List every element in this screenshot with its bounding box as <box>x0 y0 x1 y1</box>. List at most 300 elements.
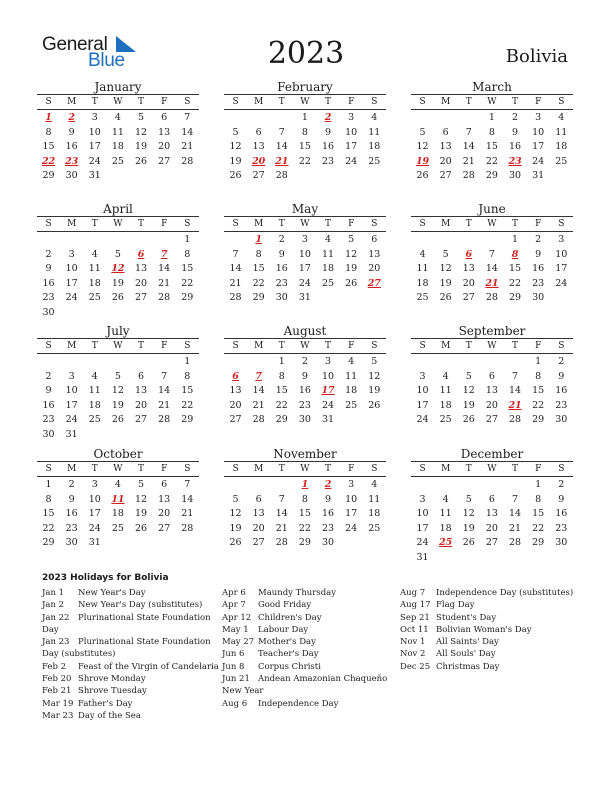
weekday-label: F <box>348 341 355 351</box>
week-row <box>224 522 386 537</box>
day-cell: 29 <box>42 537 55 549</box>
holiday-date: Jan 22 <box>42 612 70 623</box>
weekday-header <box>224 94 386 110</box>
week-row <box>411 384 573 399</box>
weekday-label: S <box>419 341 426 351</box>
holiday-date: Jan 1 <box>42 588 65 598</box>
weekday-label: F <box>161 341 168 351</box>
holiday-day-cell: 21 <box>485 277 499 289</box>
day-cell: 15 <box>509 263 522 275</box>
month-november <box>224 447 386 551</box>
day-cell: 4 <box>442 370 449 382</box>
day-cell: 30 <box>509 170 522 182</box>
day-cell: 6 <box>255 493 262 505</box>
day-cell: 30 <box>532 292 545 304</box>
weekday-label: T <box>138 341 145 351</box>
week-row <box>37 370 199 385</box>
day-cell: 30 <box>65 537 78 549</box>
day-cell: 12 <box>135 493 148 505</box>
weekday-label: S <box>371 464 378 474</box>
day-cell: 8 <box>301 493 308 505</box>
day-cell: 2 <box>45 370 52 382</box>
holiday-name: Children's Day <box>258 612 322 623</box>
day-cell: 9 <box>45 385 52 397</box>
day-cell: 22 <box>298 155 311 167</box>
weekday-label: S <box>45 97 52 107</box>
week-row <box>224 507 386 522</box>
day-cell <box>106 355 129 370</box>
day-cell: 3 <box>558 234 565 245</box>
day-cell: 17 <box>65 277 78 289</box>
holiday-date: Dec 25 <box>400 661 431 672</box>
day-cell: 20 <box>485 522 498 534</box>
month-title: June <box>478 202 506 216</box>
day-cell: 29 <box>252 292 265 304</box>
weekday-label: T <box>325 97 332 107</box>
weekday-label: T <box>465 219 472 229</box>
day-cell: 7 <box>512 493 519 505</box>
day-cell: 10 <box>416 385 429 397</box>
month-title: May <box>291 202 319 216</box>
day-cell: 4 <box>114 112 121 123</box>
day-cell: 11 <box>439 508 452 520</box>
day-cell <box>83 355 106 370</box>
day-cell <box>224 233 247 248</box>
day-cell: 12 <box>135 126 148 138</box>
day-cell: 6 <box>255 126 262 138</box>
day-cell: 19 <box>111 399 124 411</box>
day-cell <box>434 233 457 248</box>
day-cell: 28 <box>275 170 288 182</box>
holiday-item <box>400 587 578 599</box>
day-cell: 22 <box>298 522 311 534</box>
week-row <box>37 493 199 508</box>
day-cell: 18 <box>439 522 452 534</box>
day-cell: 6 <box>138 370 145 382</box>
holiday-name: Student's Day <box>436 612 497 623</box>
day-cell: 24 <box>88 522 101 534</box>
week-row <box>224 370 386 385</box>
day-cell <box>434 355 457 370</box>
day-cell: 2 <box>301 356 308 367</box>
day-cell: 4 <box>371 479 378 490</box>
holiday-name: Flag Day <box>436 600 475 611</box>
day-cell: 22 <box>485 155 498 167</box>
weekday-label: W <box>487 219 497 229</box>
day-cell: 24 <box>298 277 311 289</box>
weekday-label: T <box>138 219 145 229</box>
day-cell: 24 <box>65 414 78 426</box>
holiday-date: May 27 <box>222 637 255 648</box>
day-cell <box>457 551 480 566</box>
weekday-label: S <box>232 219 239 229</box>
day-cell: 27 <box>135 414 148 426</box>
day-cell: 20 <box>135 277 148 289</box>
weekday-label: S <box>371 219 378 229</box>
day-cell <box>106 536 129 551</box>
holiday-date: Mar 23 <box>42 710 74 721</box>
day-cell: 9 <box>558 370 565 382</box>
week-row <box>37 413 199 428</box>
holiday-item <box>42 698 220 710</box>
day-cell: 12 <box>416 141 429 153</box>
day-cell <box>340 413 363 428</box>
day-cell: 11 <box>439 385 452 397</box>
day-cell: 28 <box>158 292 171 304</box>
day-cell: 24 <box>416 537 429 549</box>
day-cell: 1 <box>278 356 285 367</box>
day-cell: 27 <box>158 155 171 167</box>
day-cell: 7 <box>278 126 285 138</box>
weekday-label: T <box>278 341 285 351</box>
month-title: July <box>106 324 130 338</box>
day-cell: 22 <box>509 277 522 289</box>
day-cell: 30 <box>555 537 568 549</box>
holiday-day-cell: 21 <box>508 399 522 411</box>
weekday-header <box>224 461 386 477</box>
day-cell: 18 <box>322 263 335 275</box>
day-cell: 15 <box>298 508 311 520</box>
day-cell: 23 <box>275 277 288 289</box>
weekday-label: F <box>161 464 168 474</box>
holiday-name-continued: New Year <box>222 686 264 697</box>
weekday-label: T <box>512 219 519 229</box>
holiday-item <box>42 599 220 611</box>
day-cell: 13 <box>485 385 498 397</box>
month-march <box>411 80 573 184</box>
day-cell: 28 <box>485 292 498 304</box>
holiday-name: New Year's Day <box>78 588 146 598</box>
day-cell: 25 <box>322 277 335 289</box>
day-cell <box>480 233 503 248</box>
holiday-date: Jun 6 <box>222 649 245 660</box>
day-cell <box>130 306 153 321</box>
day-cell: 4 <box>558 112 565 123</box>
day-cell: 31 <box>298 292 311 304</box>
day-cell: 17 <box>345 141 358 153</box>
day-cell <box>363 291 386 306</box>
day-cell: 29 <box>298 537 311 549</box>
day-cell <box>130 169 153 184</box>
day-cell: 26 <box>416 170 429 182</box>
month-october <box>37 447 199 551</box>
day-cell: 21 <box>509 522 522 534</box>
week-row <box>411 291 573 306</box>
day-cell: 4 <box>114 479 121 490</box>
day-cell <box>434 111 457 126</box>
day-cell <box>363 413 386 428</box>
day-cell: 15 <box>181 385 194 397</box>
day-cell <box>457 111 480 126</box>
day-cell: 20 <box>462 277 475 289</box>
weekday-label: M <box>254 341 264 351</box>
day-cell: 7 <box>465 126 472 138</box>
month-title: October <box>93 447 143 461</box>
holiday-day-cell: 7 <box>160 248 168 260</box>
day-cell: 28 <box>229 292 242 304</box>
day-cell: 15 <box>532 508 545 520</box>
day-cell: 18 <box>88 399 101 411</box>
day-cell: 30 <box>555 414 568 426</box>
day-cell: 18 <box>88 277 101 289</box>
holiday-list <box>42 573 582 721</box>
day-cell: 25 <box>345 399 358 411</box>
day-cell <box>153 169 176 184</box>
week-row <box>411 522 573 537</box>
day-cell: 2 <box>278 234 285 245</box>
holiday-item <box>222 673 400 685</box>
weekday-header <box>37 216 199 232</box>
day-cell: 7 <box>184 112 191 123</box>
day-cell: 28 <box>509 414 522 426</box>
month-title: February <box>277 80 333 94</box>
weekday-label: F <box>348 464 355 474</box>
weekday-label: W <box>300 97 310 107</box>
weekday-label: S <box>419 219 426 229</box>
day-cell: 3 <box>348 479 355 490</box>
holiday-day-cell: 12 <box>111 263 125 275</box>
day-cell: 15 <box>42 508 55 520</box>
day-cell <box>317 169 340 184</box>
day-cell <box>457 355 480 370</box>
day-cell <box>106 233 129 248</box>
day-cell: 2 <box>558 479 565 490</box>
weekday-label: T <box>91 464 98 474</box>
day-cell <box>176 428 199 443</box>
day-cell: 28 <box>158 414 171 426</box>
day-cell: 25 <box>88 414 101 426</box>
weekday-header <box>224 338 386 354</box>
weekday-label: T <box>278 219 285 229</box>
month-july <box>37 324 199 443</box>
day-cell: 15 <box>485 141 498 153</box>
day-cell: 7 <box>161 370 168 382</box>
day-cell: 15 <box>42 141 55 153</box>
day-cell: 27 <box>229 414 242 426</box>
holiday-day-cell: 6 <box>137 248 145 260</box>
day-cell <box>270 478 293 493</box>
week-row <box>37 399 199 414</box>
week-row <box>411 355 573 370</box>
holiday-day-cell: 1 <box>45 112 52 123</box>
week-row <box>37 478 199 493</box>
day-cell: 8 <box>488 126 495 138</box>
week-row <box>411 169 573 184</box>
weekday-label: S <box>558 219 565 229</box>
holiday-date: Jan 2 <box>42 600 65 611</box>
day-cell: 10 <box>298 248 311 260</box>
day-cell: 12 <box>368 370 381 382</box>
day-cell: 23 <box>42 292 55 304</box>
week-row <box>37 355 199 370</box>
day-cell: 28 <box>462 170 475 182</box>
day-cell: 18 <box>111 141 124 153</box>
day-cell: 16 <box>509 141 522 153</box>
day-cell: 21 <box>158 399 171 411</box>
holiday-name: Good Friday <box>258 600 312 611</box>
month-january <box>37 80 199 184</box>
day-cell: 22 <box>181 399 194 411</box>
day-cell <box>153 306 176 321</box>
weekday-header <box>411 216 573 232</box>
holiday-day-cell: 6 <box>465 248 473 260</box>
day-cell: 7 <box>488 248 495 260</box>
weekday-label: S <box>371 97 378 107</box>
holiday-date: Jan 23 <box>42 637 70 648</box>
month-title: January <box>94 80 142 94</box>
day-cell: 5 <box>232 493 239 505</box>
day-cell: 10 <box>532 126 545 138</box>
weekday-label: M <box>254 464 264 474</box>
holiday-day-cell: 22 <box>41 155 56 167</box>
day-cell: 14 <box>158 263 171 275</box>
holiday-name: Christmas Day <box>436 661 500 672</box>
week-row <box>224 140 386 155</box>
day-cell: 17 <box>555 263 568 275</box>
weekday-label: M <box>67 219 77 229</box>
day-cell: 19 <box>439 277 452 289</box>
day-cell: 1 <box>184 234 191 245</box>
holiday-item <box>42 587 220 599</box>
month-december <box>411 447 573 566</box>
weekday-label: F <box>535 464 542 474</box>
day-cell: 28 <box>252 414 265 426</box>
holiday-date: Nov 2 <box>400 649 426 660</box>
day-cell: 24 <box>345 155 358 167</box>
day-cell: 18 <box>368 141 381 153</box>
day-cell: 5 <box>442 248 449 260</box>
day-cell <box>37 233 60 248</box>
day-cell: 26 <box>135 155 148 167</box>
day-cell: 17 <box>298 263 311 275</box>
day-cell: 22 <box>252 277 265 289</box>
week-row <box>224 399 386 414</box>
weekday-label: M <box>67 341 77 351</box>
day-cell: 31 <box>65 428 78 440</box>
weekday-label: M <box>441 464 451 474</box>
day-cell: 13 <box>485 508 498 520</box>
day-cell <box>60 233 83 248</box>
weekday-label: S <box>558 341 565 351</box>
day-cell <box>176 169 199 184</box>
page-header <box>0 0 612 80</box>
day-cell: 19 <box>229 522 242 534</box>
day-cell: 16 <box>298 385 311 397</box>
day-cell: 29 <box>181 292 194 304</box>
week-row <box>37 536 199 551</box>
day-cell: 21 <box>252 399 265 411</box>
holiday-date: Apr 7 <box>222 600 246 611</box>
day-cell: 18 <box>439 399 452 411</box>
day-cell: 4 <box>371 112 378 123</box>
holiday-date: Aug 17 <box>400 600 431 611</box>
weekday-label: T <box>465 97 472 107</box>
day-cell: 8 <box>184 248 191 260</box>
weekday-label: T <box>138 97 145 107</box>
day-cell: 13 <box>252 508 265 520</box>
day-cell: 12 <box>345 248 358 260</box>
day-cell <box>480 355 503 370</box>
weekday-label: T <box>278 464 285 474</box>
weekday-label: T <box>325 464 332 474</box>
holiday-item <box>42 636 220 648</box>
day-cell: 26 <box>368 399 381 411</box>
holiday-item <box>222 587 400 599</box>
weekday-label: F <box>348 97 355 107</box>
day-cell: 26 <box>462 537 475 549</box>
day-cell: 19 <box>111 277 124 289</box>
week-row <box>411 111 573 126</box>
week-row <box>411 277 573 292</box>
week-row <box>37 428 199 443</box>
day-cell: 26 <box>345 277 358 289</box>
weekday-label: S <box>419 464 426 474</box>
country-name: Bolivia <box>505 46 568 67</box>
week-row <box>224 478 386 493</box>
day-cell: 14 <box>158 385 171 397</box>
holiday-item <box>42 673 220 685</box>
day-cell <box>37 355 60 370</box>
day-cell <box>434 551 457 566</box>
day-cell: 24 <box>65 292 78 304</box>
day-cell: 5 <box>138 479 145 490</box>
weekday-label: W <box>300 219 310 229</box>
week-row <box>411 493 573 508</box>
week-row <box>224 536 386 551</box>
holiday-day-cell: 8 <box>511 248 519 260</box>
day-cell: 13 <box>229 385 242 397</box>
weekday-label: S <box>45 464 52 474</box>
holiday-item <box>400 612 578 624</box>
day-cell: 5 <box>371 356 378 367</box>
day-cell: 31 <box>416 551 429 563</box>
day-cell: 30 <box>42 306 55 318</box>
week-row <box>411 478 573 493</box>
day-cell: 9 <box>301 370 308 382</box>
week-row <box>224 277 386 292</box>
day-cell: 10 <box>345 493 358 505</box>
day-cell <box>411 355 434 370</box>
day-cell: 8 <box>301 126 308 138</box>
holiday-name: New Year's Day (substitutes) <box>78 600 203 611</box>
day-cell: 10 <box>88 493 101 505</box>
weekday-label: T <box>138 464 145 474</box>
day-cell: 19 <box>229 155 242 167</box>
day-cell: 22 <box>181 277 194 289</box>
day-cell: 5 <box>465 370 472 382</box>
day-cell: 8 <box>255 248 262 260</box>
day-cell: 29 <box>485 170 498 182</box>
month-february <box>224 80 386 184</box>
weekday-label: F <box>535 341 542 351</box>
week-row <box>37 140 199 155</box>
day-cell: 20 <box>158 508 171 520</box>
weekday-label: S <box>184 219 191 229</box>
day-cell: 29 <box>532 537 545 549</box>
weekday-label: M <box>254 219 264 229</box>
day-cell: 11 <box>416 263 429 275</box>
day-cell: 10 <box>65 263 78 275</box>
holiday-date: Sep 21 <box>400 612 430 623</box>
weekday-label: M <box>441 219 451 229</box>
day-cell: 13 <box>158 126 171 138</box>
day-cell <box>550 551 573 566</box>
weekday-label: F <box>535 97 542 107</box>
week-row <box>37 111 199 126</box>
month-september <box>411 324 573 428</box>
day-cell: 20 <box>485 399 498 411</box>
weekday-label: S <box>232 341 239 351</box>
